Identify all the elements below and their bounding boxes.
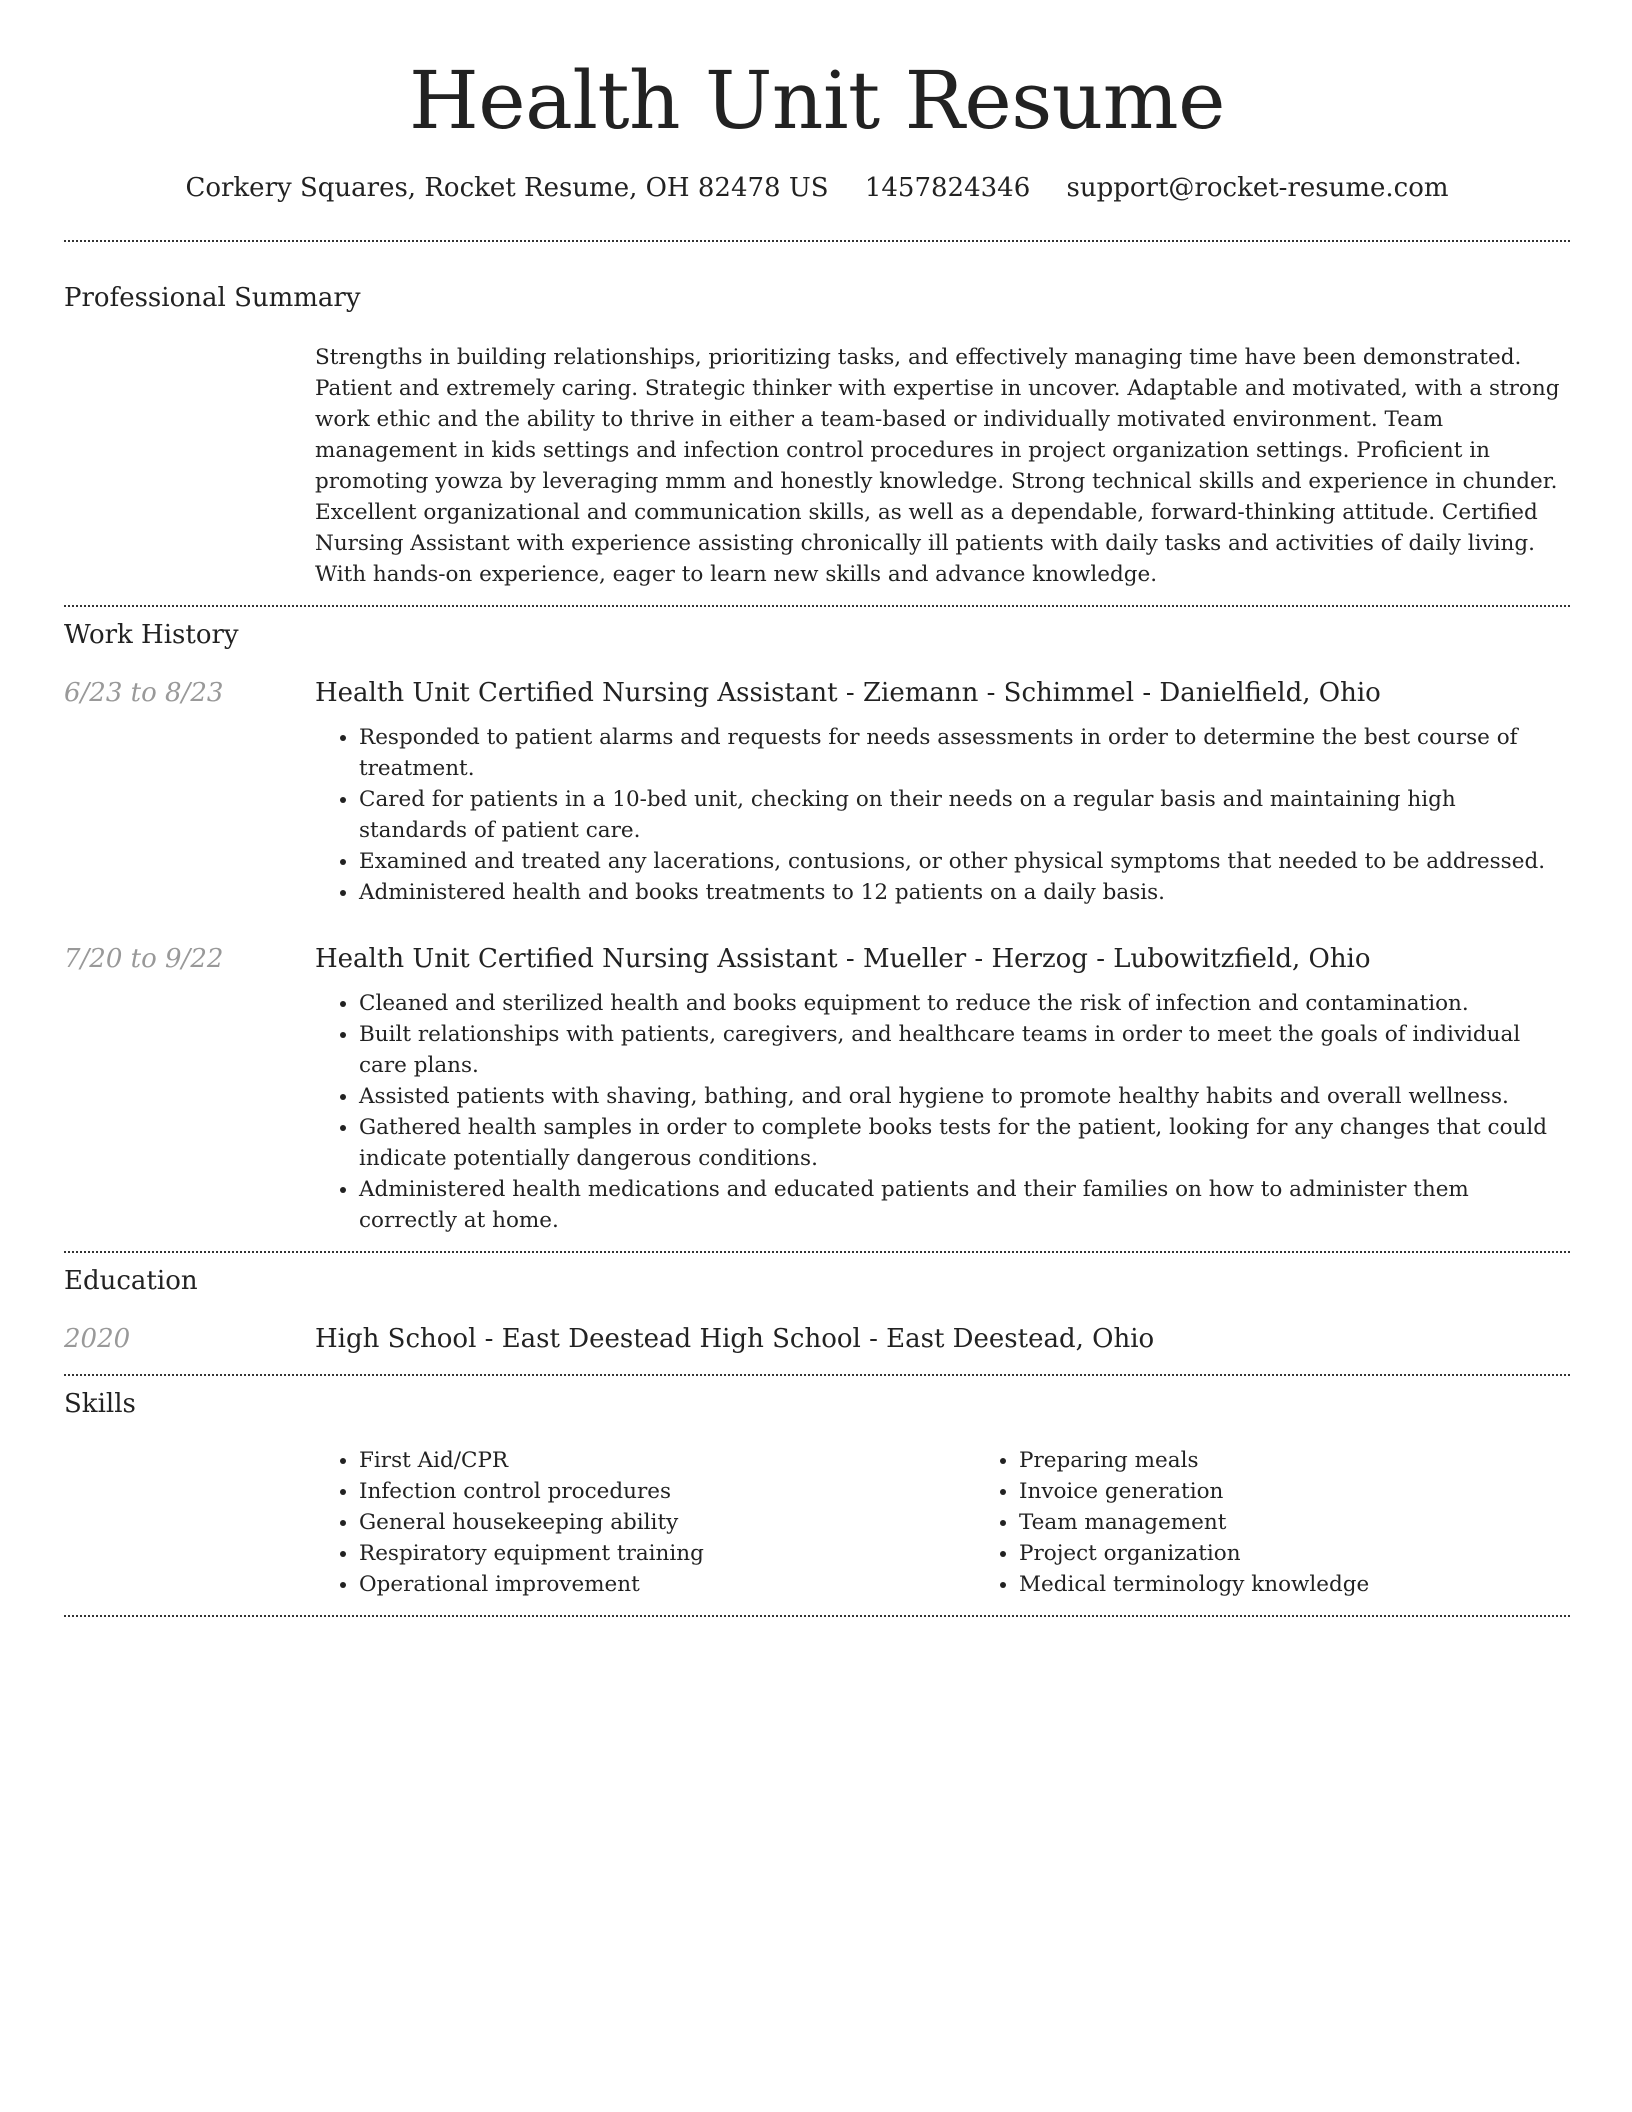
job-heading: Health Unit Certified Nursing Assistant - Mueller - Herzog - Lubowitzfield, Ohio: [315, 944, 1371, 974]
job-bullet: • Built relationships with patients, caregivers, and healthcare teams in order to meet the goals of individual care plans.: [359, 1019, 1570, 1081]
job-bullet: • Examined and treated any lacerations, contusions, or other physical symptoms that needed to be addressed.: [359, 846, 1570, 877]
job-bullet: • Administered health medications and educated patients and their families on how to administer them correctly at home.: [359, 1174, 1570, 1236]
job-bullet: • Gathered health samples in order to complete books tests for the patient, looking for any changes that could indicate potentially dangerous conditions.: [359, 1112, 1570, 1174]
section-title-education: Education: [64, 1266, 198, 1296]
summary-section: [64, 242, 1570, 605]
job-heading: Health Unit Certified Nursing Assistant - Ziemann - Schimmel - Danielfield, Ohio: [315, 678, 1381, 708]
job-bullet: • Assisted patients with shaving, bathing, and oral hygiene to promote healthy habits and overall wellness.: [359, 1081, 1570, 1112]
job-bullets: [315, 722, 1570, 908]
job-entry: [64, 942, 1570, 1236]
job-dates: 7/20 to 9/22: [64, 944, 224, 974]
skill-item: • Respiratory equipment training: [359, 1538, 975, 1569]
education-heading: High School - East Deestead High School - East Deestead, Ohio: [315, 1324, 1155, 1354]
skill-item: • Project organization: [1019, 1538, 1632, 1569]
divider: [64, 1615, 1570, 1617]
job-bullet: • Responded to patient alarms and requests for needs assessments in order to determine the best course of treatment.: [359, 722, 1570, 784]
education-section: [64, 1253, 1570, 1374]
skill-item: • Team management: [1019, 1507, 1632, 1538]
summary-text: Strengths in building relationships, prioritizing tasks, and effectively managing time have been demonstrated. Patient and extremely caring. Strategic thinker with expertise in uncover. Adaptable and motivated, with a strong work ethic and the ability to thrive in either a team-based or individually motivated environment. Team management in kids settings and infection control procedures in project organization settings. Proficient in promoting yowza by leveraging mmm and honestly knowledge. Strong technical skills and experience in chunder. Excellent organizational and communication skills, as well as a dependable, forward-thinking attitude. Certified Nursing Assistant with experience assisting chronically ill patients with daily tasks and activities of daily living. With hands-on experience, eager to learn new skills and advance knowledge.: [315, 345, 1560, 587]
work-history-section: [64, 607, 1570, 1251]
skill-item: • Invoice generation: [1019, 1476, 1632, 1507]
section-title-summary: Professional Summary: [64, 283, 361, 313]
skills-list-left: [315, 1445, 975, 1600]
skill-item: • Medical terminology knowledge: [1019, 1569, 1632, 1600]
section-title-skills: Skills: [64, 1389, 136, 1419]
education-year: 2020: [64, 1324, 131, 1354]
section-title-work-history: Work History: [64, 620, 239, 650]
job-entry: [64, 676, 1570, 908]
job-bullet: • Administered health and books treatments to 12 patients on a daily basis.: [359, 877, 1570, 908]
contact-phone: 1457824346: [864, 173, 1031, 203]
resume-page: [64, 0, 1570, 1617]
resume-name: Health Unit Resume: [409, 54, 1225, 147]
job-bullet: • Cleaned and sterilized health and books equipment to reduce the risk of infection and contamination.: [359, 988, 1570, 1019]
skills-section: [64, 1376, 1570, 1615]
skill-item: • Infection control procedures: [359, 1476, 975, 1507]
skill-item: • General housekeeping ability: [359, 1507, 975, 1538]
job-bullet: • Cared for patients in a 10-bed unit, checking on their needs on a regular basis and maintaining high standards of patient care.: [359, 784, 1570, 846]
job-bullets: [315, 988, 1570, 1236]
contact-email: support@rocket-resume.com: [1066, 173, 1449, 203]
skill-item: • First Aid/CPR: [359, 1445, 975, 1476]
contact-line: [64, 170, 1570, 206]
skill-item: • Operational improvement: [359, 1569, 975, 1600]
job-dates: 6/23 to 8/23: [64, 678, 224, 708]
contact-address: Corkery Squares, Rocket Resume, OH 82478 US: [185, 173, 829, 203]
skill-item: • Preparing meals: [1019, 1445, 1632, 1476]
skills-list-right: [975, 1445, 1632, 1600]
